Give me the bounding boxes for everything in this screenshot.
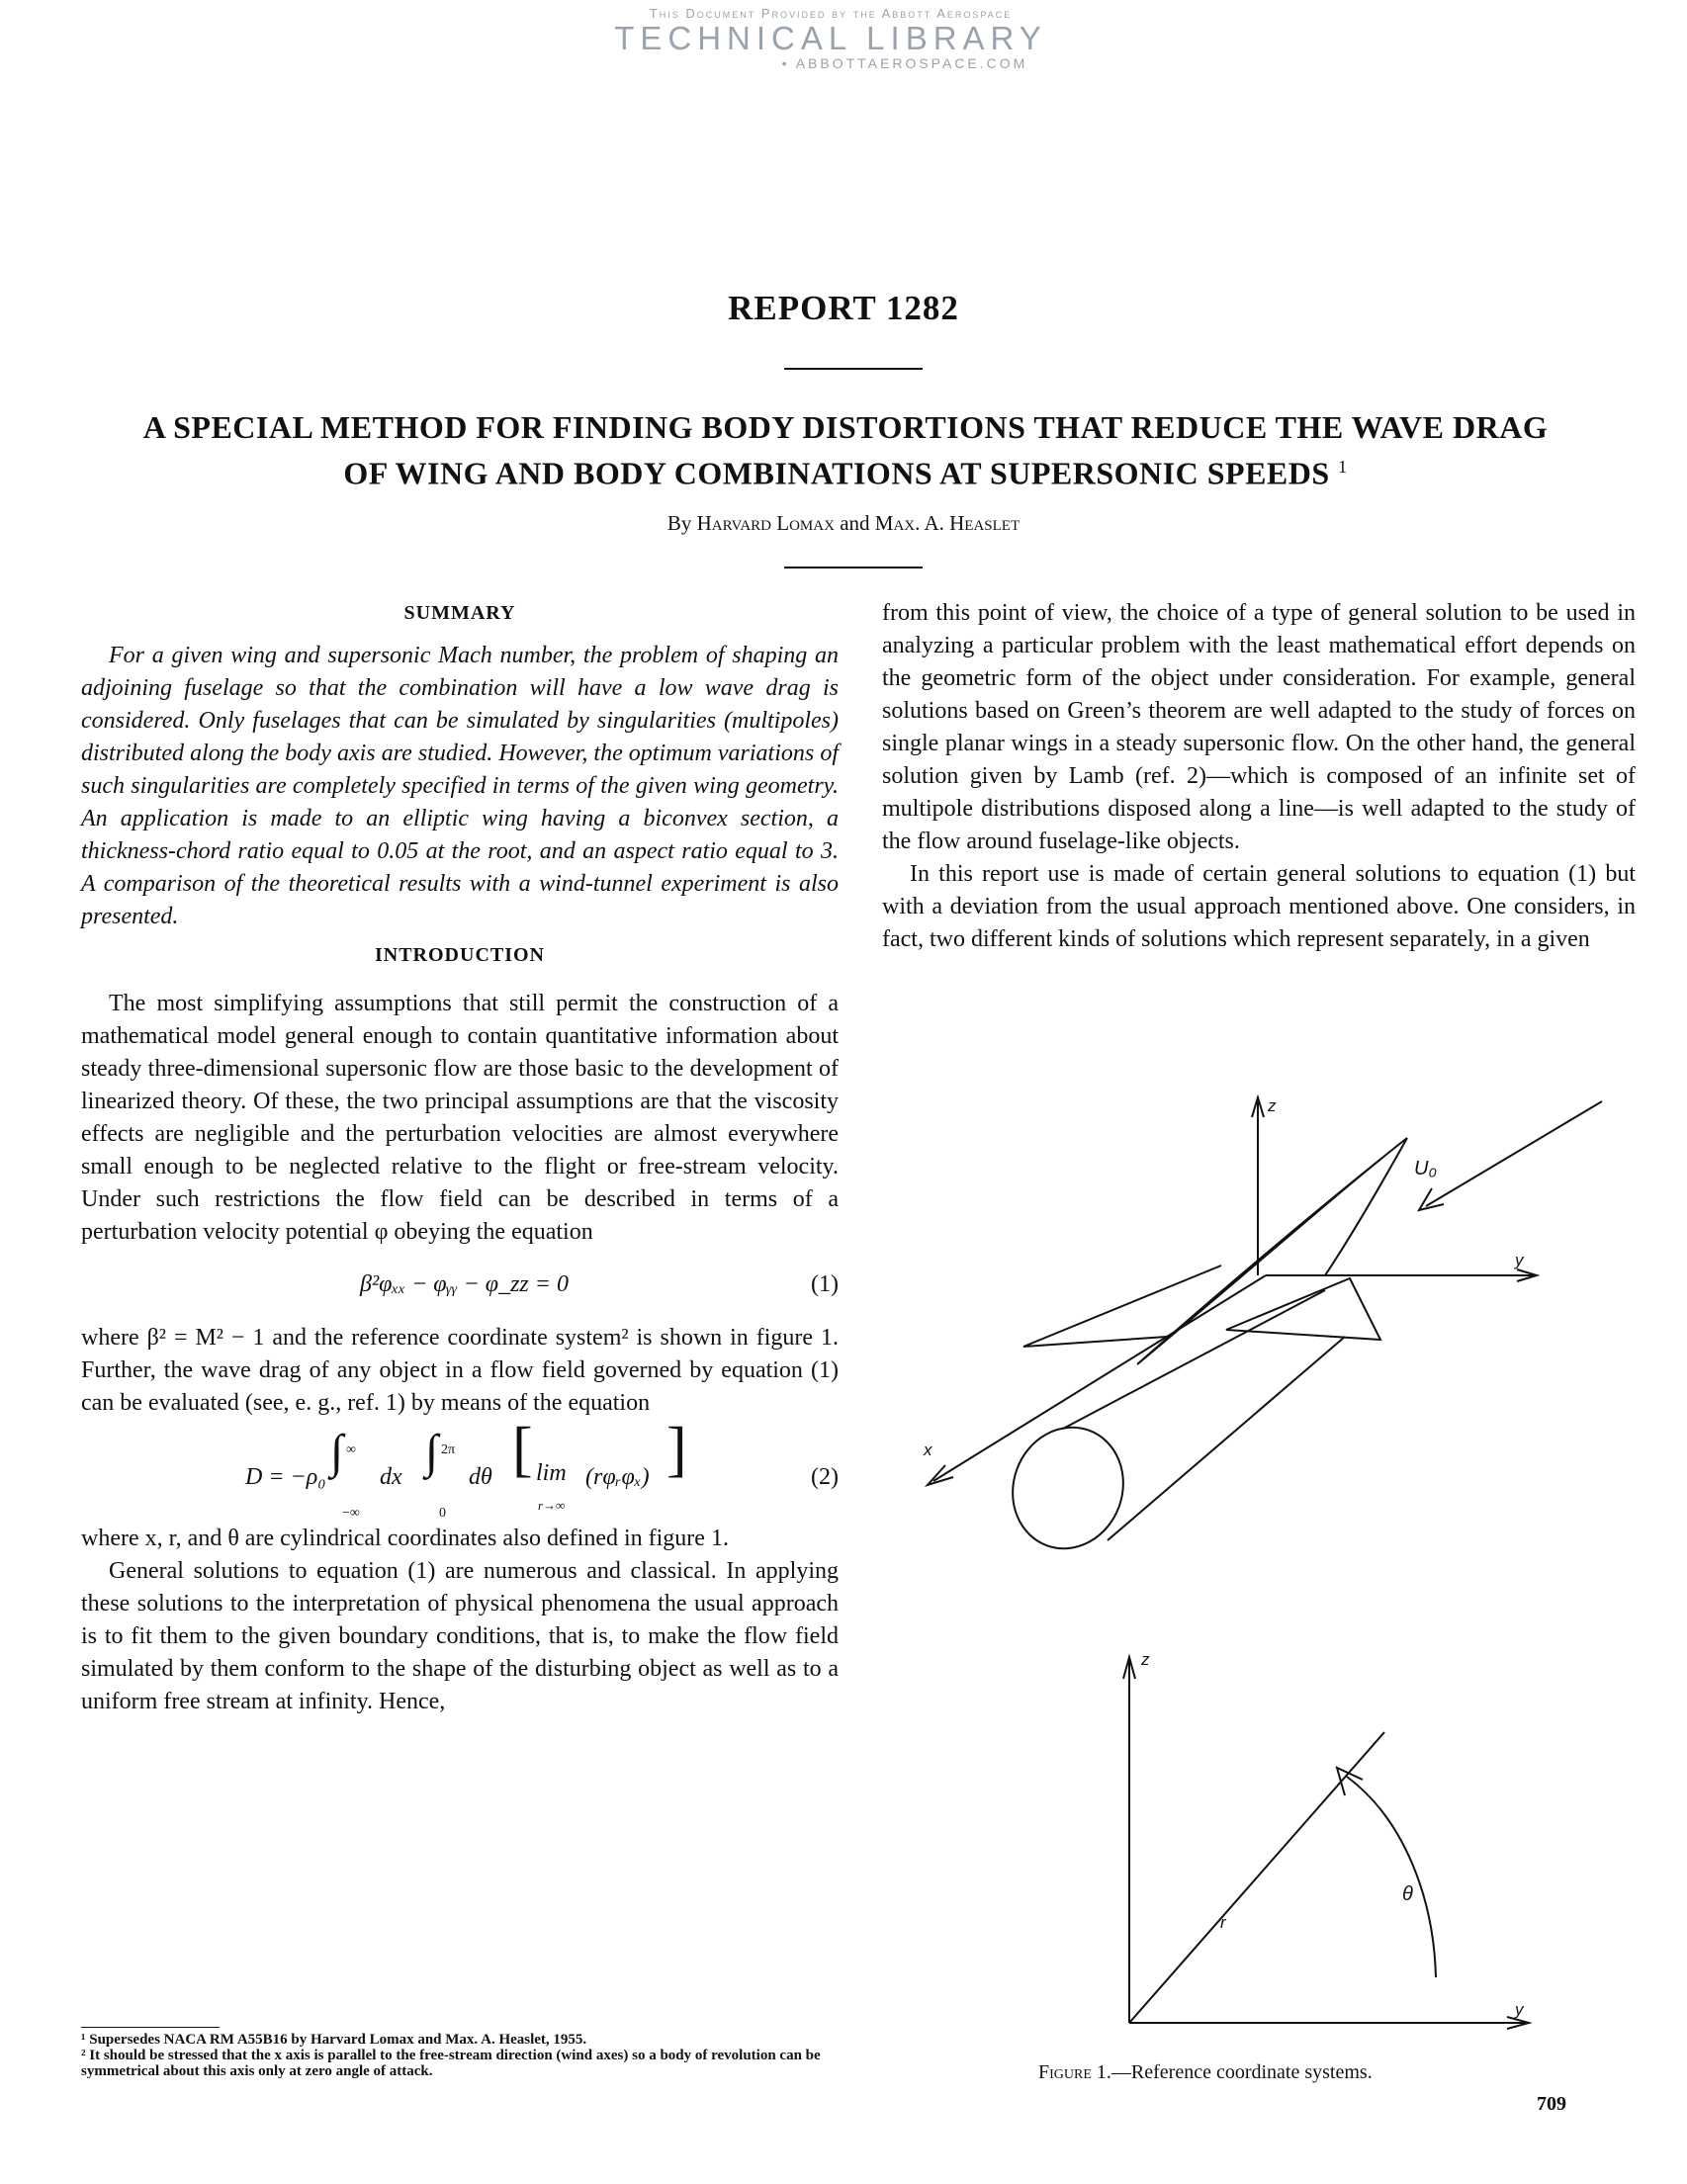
freestream-label: U₀: [1414, 1158, 1437, 1179]
intro-paragraph-2: General solutions to equation (1) are numerous and classical. In applying these solutions to the interpretation of physical phenomena the usual approach is to fit them to the given boundary conditions, that is, to make the flow field simulated by them conform to the shape of the disturbing object as well as to a uniform free stream at infinity. Hence,: [81, 1558, 839, 1714]
summary-heading: SUMMARY: [403, 602, 516, 624]
byline-prefix: By: [666, 511, 692, 535]
top-x-label: x: [924, 1441, 932, 1459]
footnotes: [81, 2032, 852, 2079]
x-axis-arrowhead: [928, 1465, 953, 1485]
divider-rule: [784, 368, 923, 370]
body-top-line: [1063, 1290, 1325, 1429]
footnote-1: ¹ Supersedes NACA RM A55B16 by Harvard Lomax and Max. A. Heaslet, 1955.: [81, 2032, 587, 2048]
page-number: 709: [1537, 2093, 1566, 2115]
equation-2-lim-sub: r→∞: [538, 1498, 566, 1513]
title-line2: OF WING AND BODY COMBINATIONS AT SUPERSONIC SPEEDS: [343, 455, 1330, 491]
intro-paragraph-1: The most simplifying assumptions that still permit the construction of a mathematical model general enough to contain quantitative information about steady three-dimensional supersonic flow are those basic to the development of linearized theory. Of these, the two principal assumptions are that the viscosity effects are negligible and the perturbation velocities are almost everywhere small enough to be neglected relative to the flight or free-stream velocity. Under such restrictions the flow field can be described in terms of a perturbation velocity potential φ obeying the equation: [81, 991, 839, 1245]
watermark-line1: This Document Provided by the Abbott Aerospace: [649, 6, 1013, 21]
integral-sign: ∫: [330, 1426, 344, 1478]
integral-1-lower: −∞: [342, 1506, 360, 1521]
figure-1-cylindrical-coordinates-diagram: [1088, 1641, 1543, 2037]
equation-2-lhs: D = −ρ₀: [245, 1464, 326, 1490]
equation-2-argument: (rφᵣφₓ): [585, 1464, 650, 1490]
theta-arc: [1347, 1777, 1436, 1977]
right-column: [882, 597, 1636, 956]
equation-2-dtheta: dθ: [469, 1464, 492, 1490]
caption-prefix: Figure 1.: [1038, 2061, 1111, 2083]
wing-trailing-edge: [1325, 1138, 1407, 1275]
right-paragraph-2: In this report use is made of certain general solutions to equation (1) but with a deviation from the usual approach mentioned above. One considers, in fact, two different kinds of solutions which represent separately, in a given: [882, 861, 1636, 952]
bracket-left: [: [512, 1416, 533, 1483]
x-axis: [933, 1275, 1266, 1481]
integral-sign: ∫: [425, 1426, 439, 1478]
text-after-equation-2: where x, r, and θ are cylindrical coordinates also defined in figure 1.: [81, 1526, 729, 1551]
equation-2-number: (2): [811, 1464, 839, 1490]
equation-2: [81, 1416, 839, 1521]
paper-title: [59, 407, 1632, 493]
bottom-z-label: z: [1141, 1650, 1150, 1669]
body-bottom-line: [1108, 1337, 1345, 1540]
bottom-y-label: y: [1515, 2000, 1524, 2019]
watermark: [554, 6, 1108, 71]
author-1: Harvard Lomax: [696, 511, 835, 535]
left-column: [81, 597, 839, 1718]
bottom-theta-label: θ: [1402, 1883, 1413, 1905]
radius-line: [1129, 1732, 1384, 2023]
right-paragraph-1: from this point of view, the choice of a type of general solution to be used in analyzing a particular problem with the least mathematical effort depends on the geometric form of the object under consideration. For example, general solutions based on Green’s theorem are well adapted to the study of forces on single planar wings in a steady supersonic flow. On the other hand, the general solution given by Lamb (ref. 2)—which is composed of an infinite set of multipole distributions disposed along a line—is well adapted to the study of the flow around fuselage-like objects.: [882, 600, 1636, 854]
byline: [0, 511, 1687, 536]
equation-1-body: β²φₓₓ − φᵧᵧ − φ_zz = 0: [360, 1271, 569, 1297]
summary-text: For a given wing and supersonic Mach number, the problem of shaping an adjoining fuselage so that the combination will have a low wave drag is considered. Only fuselages that can be simulated by singularities (multipoles) distributed along the body axis are studied. However, the optimum variations of such singularities are completely specified in terms of the given wing geometry. An application is made to an elliptic wing having a biconvex section, a thickness-chord ratio equal to 0.05 at the root, and an aspect ratio equal to 3. A comparison of the theoretical results with a wind-tunnel experiment is also presented.: [81, 643, 839, 929]
integral-2-upper: 2π: [441, 1442, 456, 1457]
equation-2-lim: lim: [536, 1460, 567, 1486]
integral-1-upper: ∞: [346, 1442, 356, 1457]
text-after-equation-1: where β² = M² − 1 and the reference coordinate system² is shown in figure 1. Further, the wave drag of any object in a flow field governed by equation (1) can be evaluated (see, e. g., ref. 1) by means of the equation: [81, 1325, 839, 1416]
equation-2-dx: dx: [380, 1464, 402, 1490]
footnote-2: ² It should be stressed that the x axis is parallel to the free-stream direction (wind axes) so a body of revolution can be symmetrical about this axis only at zero angle of attack.: [81, 2048, 821, 2079]
divider-rule: [784, 567, 923, 568]
body-end-ellipse: [996, 1412, 1140, 1564]
bracket-right: ]: [666, 1416, 687, 1483]
bottom-r-label: r: [1220, 1913, 1226, 1932]
author-2: Max. A. Heaslet: [874, 511, 1021, 535]
top-y-label: y: [1515, 1251, 1524, 1269]
introduction-heading: INTRODUCTION: [374, 944, 546, 966]
byline-and: and: [840, 511, 870, 535]
equation-1-number: (1): [811, 1271, 839, 1297]
watermark-line2: TECHNICAL LIBRARY: [614, 20, 1047, 56]
freestream-line: [1426, 1101, 1602, 1206]
wing-outline: [1137, 1138, 1407, 1364]
integral-2-lower: 0: [439, 1506, 446, 1521]
title-footnote-mark: 1: [1338, 457, 1348, 477]
watermark-line3: • ABBOTTAEROSPACE.COM: [781, 55, 1028, 71]
title-line1: A SPECIAL METHOD FOR FINDING BODY DISTORTIONS THAT REDUCE THE WAVE DRAG: [142, 409, 1549, 445]
equation-1: [81, 1259, 839, 1314]
figure-1-wing-body-diagram: [880, 1078, 1632, 1572]
report-number: REPORT 1282: [728, 289, 959, 327]
caption-text: —Reference coordinate systems.: [1110, 2061, 1373, 2083]
freestream-arrowhead: [1419, 1188, 1444, 1210]
left-wing-panel: [1023, 1266, 1221, 1347]
top-z-label: z: [1268, 1096, 1277, 1115]
figure-caption: [1038, 2061, 1373, 2084]
footnote-rule: [81, 2027, 220, 2028]
